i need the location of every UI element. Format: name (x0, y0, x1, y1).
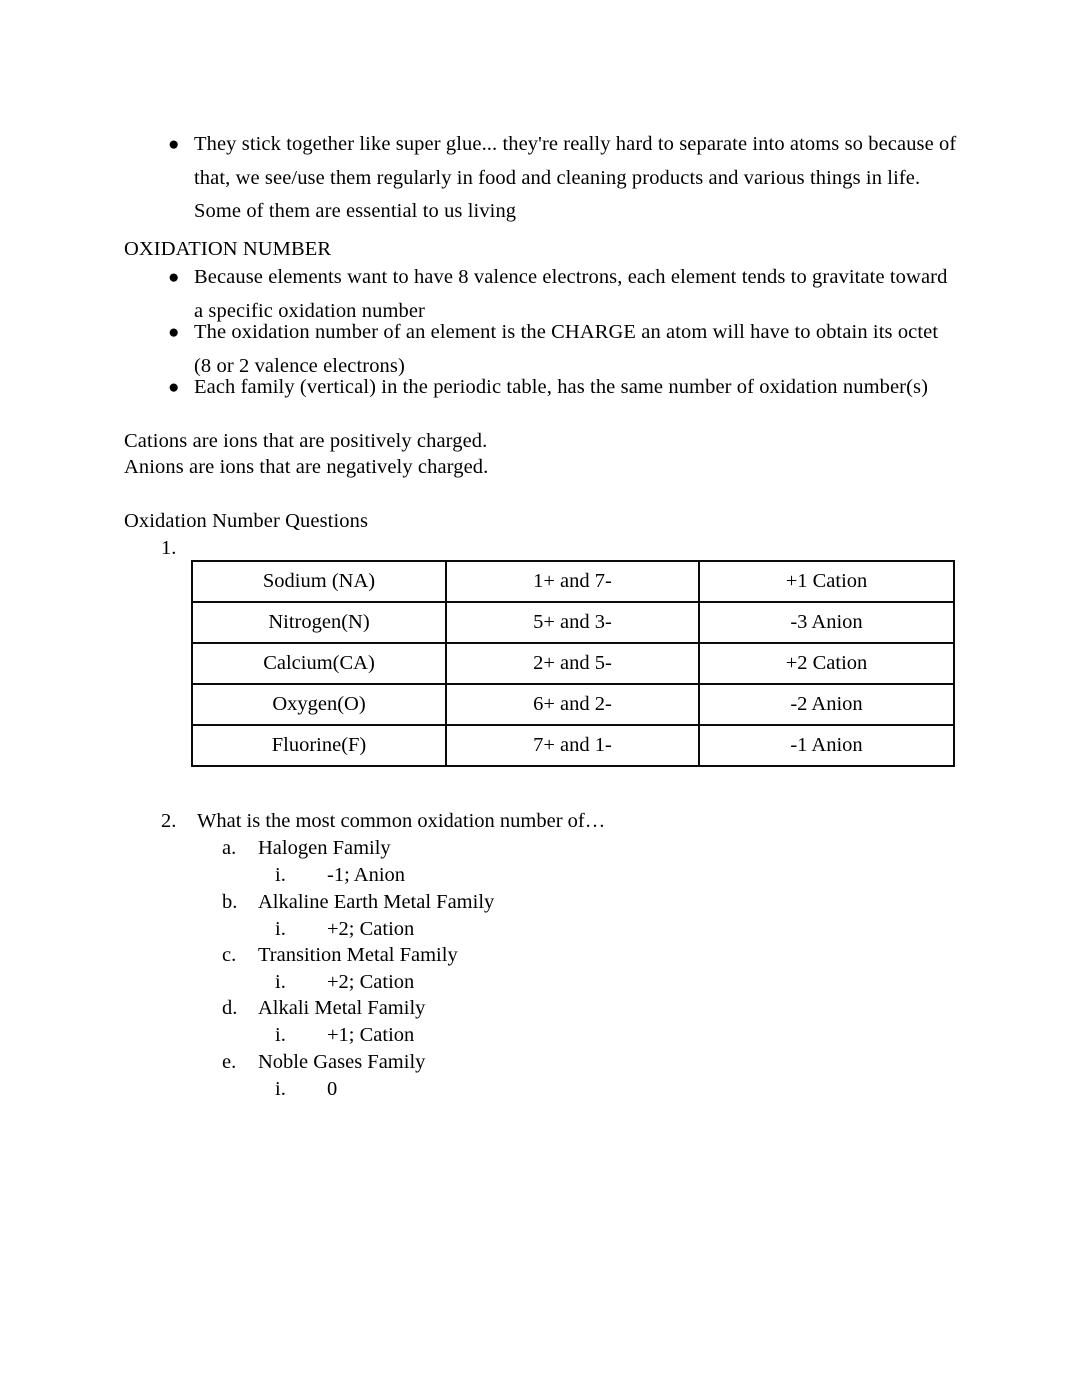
list-item (160, 128, 960, 229)
list-marker: i. (275, 1024, 286, 1046)
table-cell-common: -2 Anion (699, 684, 954, 725)
list-marker: b. (222, 891, 238, 913)
bullet-icon: ● (168, 134, 180, 155)
list-item-text: The oxidation number of an element is the CHARGE an atom will have to obtain its octet (8 or 2 valence electrons) (194, 321, 939, 377)
section-heading-questions: Oxidation Number Questions (124, 510, 369, 532)
table-cell-element: Nitrogen(N) (192, 602, 446, 643)
list-item-text: +2; Cation (327, 971, 415, 993)
table-cell-possible: 5+ and 3- (446, 602, 699, 643)
table-cell-possible: 2+ and 5- (446, 643, 699, 684)
list-item-text: Each family (vertical) in the periodic table, has the same number of oxidation number(s) (194, 376, 929, 398)
table-cell-common: -3 Anion (699, 602, 954, 643)
definition-cations: Cations are ions that are positively charged. (124, 430, 488, 452)
table-cell-common: +1 Cation (699, 561, 954, 602)
list-marker: i. (275, 1078, 286, 1100)
list-marker: e. (222, 1051, 237, 1073)
table-row (192, 725, 954, 766)
table-row (192, 643, 954, 684)
list-item-text: Alkali Metal Family (258, 997, 426, 1019)
table-row (192, 602, 954, 643)
list-item-text: +2; Cation (327, 918, 415, 940)
list-item-text: What is the most common oxidation number of… (197, 810, 606, 832)
table-cell-possible: 6+ and 2- (446, 684, 699, 725)
table-cell-element: Sodium (NA) (192, 561, 446, 602)
list-item-text: Transition Metal Family (258, 944, 458, 966)
table-cell-element: Oxygen(O) (192, 684, 446, 725)
list-item-text: 0 (327, 1078, 338, 1100)
list-marker: c. (222, 944, 237, 966)
list-item (160, 371, 960, 405)
list-item-2e-answer (275, 1073, 675, 1106)
list-marker: d. (222, 997, 238, 1019)
list-marker: 1. (161, 537, 177, 559)
list-marker: i. (275, 971, 286, 993)
bullet-icon: ● (168, 267, 180, 288)
list-marker: i. (275, 864, 286, 886)
table-cell-possible: 1+ and 7- (446, 561, 699, 602)
list-item-text: Noble Gases Family (258, 1051, 426, 1073)
definition-anions: Anions are ions that are negatively charged. (124, 456, 489, 478)
list-marker: i. (275, 918, 286, 940)
table-cell-possible: 7+ and 1- (446, 725, 699, 766)
table-row (192, 684, 954, 725)
bullet-icon: ● (168, 322, 180, 343)
table-row (192, 561, 954, 602)
list-item-text: +1; Cation (327, 1024, 415, 1046)
list-item-text: -1; Anion (327, 864, 406, 886)
table-cell-common: -1 Anion (699, 725, 954, 766)
section-heading-oxidation-number: OXIDATION NUMBER (124, 238, 332, 260)
table-cell-common: +2 Cation (699, 643, 954, 684)
bullet-icon: ● (168, 377, 180, 398)
list-item-text: Because elements want to have 8 valence electrons, each element tends to gravitate toward a specific oxidation number (194, 266, 948, 322)
list-marker: a. (222, 837, 237, 859)
table-cell-element: Calcium(CA) (192, 643, 446, 684)
list-marker: 2. (161, 810, 177, 832)
list-item-text: Alkaline Earth Metal Family (258, 891, 495, 913)
list-item-text: They stick together like super glue... they're really hard to separate into atoms so because of that, we see/use them regularly in food and cleaning products and various things in life. Some of them are essential to us living (194, 133, 957, 222)
table-cell-element: Fluorine(F) (192, 725, 446, 766)
oxidation-number-table (191, 560, 955, 767)
list-item-text: Halogen Family (258, 837, 391, 859)
